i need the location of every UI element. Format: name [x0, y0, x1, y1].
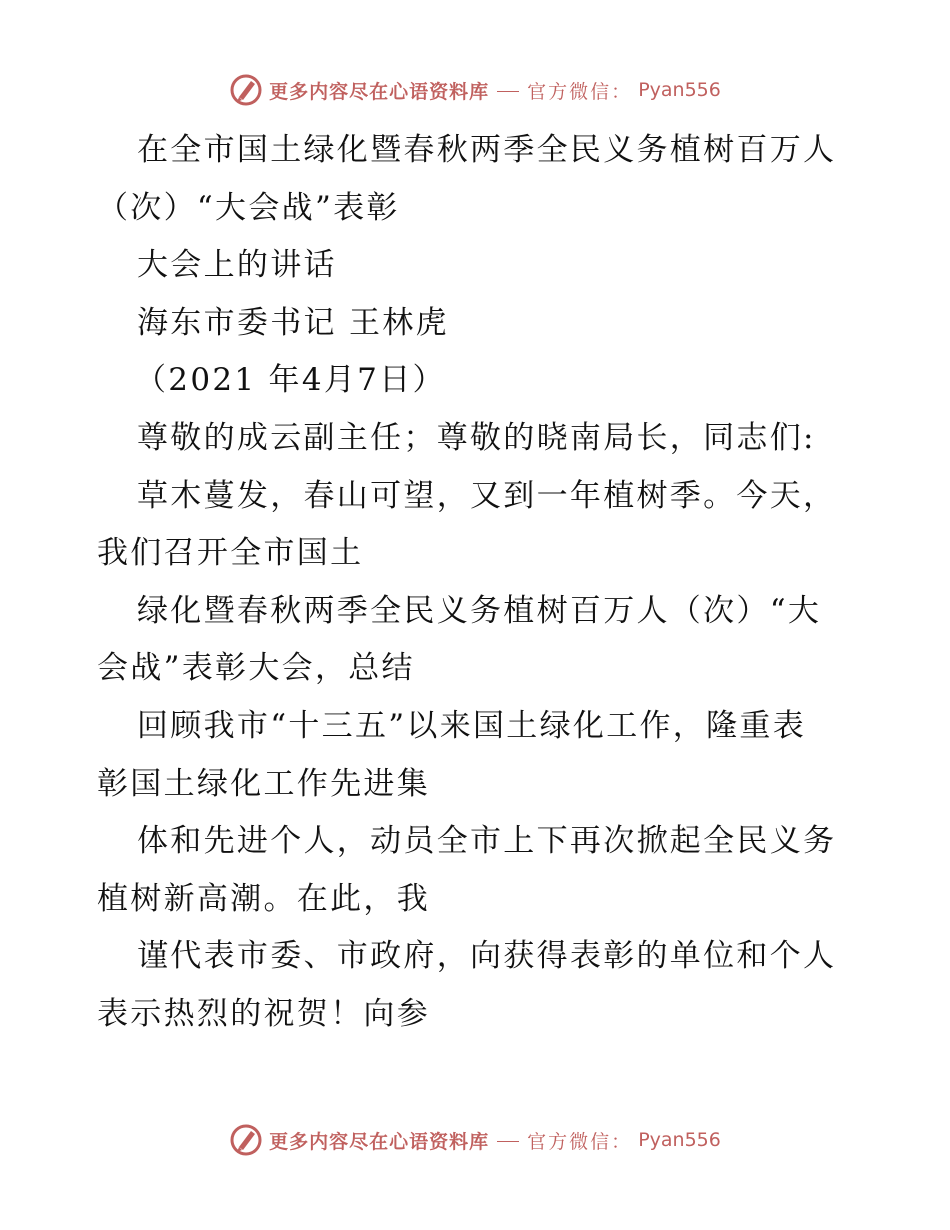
document-body: [97, 122, 857, 1044]
paragraph-line: 表示热烈的祝贺！向参: [97, 995, 430, 1032]
paragraph-line: 回顾我市“十三五”以来国土绿化工作，隆重表: [137, 707, 806, 744]
paragraph-line: 体和先进个人，动员全市上下再次掀起全民义务: [137, 823, 837, 860]
banner-wechat-label: 官方微信：: [527, 1130, 633, 1153]
paragraph-line: 我们召开全市国土: [97, 535, 364, 572]
banner-dash: [497, 1141, 519, 1142]
speaker-line: 海东市委书记 王林虎: [137, 304, 449, 341]
paragraph-line: 谨代表市委、市政府，向获得表彰的单位和个人: [137, 938, 837, 975]
subtitle-line: 大会上的讲话: [137, 247, 337, 284]
banner-dash: [497, 91, 519, 92]
paragraph-line: 会战”表彰大会，总结: [97, 650, 415, 687]
banner-title: 更多内容尽在心语资料库: [269, 80, 490, 103]
paragraph-line: 草木蔓发，春山可望，又到一年植树季。今天，: [137, 477, 837, 514]
paragraph-line: 绿化暨春秋两季全民义务植树百万人（次）“大: [137, 592, 822, 629]
banner-wechat-id: Pyan556: [638, 79, 721, 101]
header-banner: [0, 70, 950, 110]
pen-logo-icon: [229, 1123, 263, 1157]
salutation-line: 尊敬的成云副主任；尊敬的晓南局长，同志们:: [137, 419, 816, 456]
banner-wechat-id: Pyan556: [638, 1129, 721, 1151]
banner-wechat-label: 官方微信：: [527, 80, 633, 103]
title-line-2: （次）“大会战”表彰: [97, 189, 400, 226]
paragraph-line: 彰国土绿化工作先进集: [97, 765, 430, 802]
paragraph-line: 植树新高潮。在此，我: [97, 880, 430, 917]
date-line: （2021 年4月7日）: [135, 362, 446, 399]
footer-banner: [0, 1120, 950, 1160]
pen-logo-icon: [229, 73, 263, 107]
title-line-1: 在全市国土绿化暨春秋两季全民义务植树百万人: [137, 132, 837, 168]
banner-title: 更多内容尽在心语资料库: [269, 1130, 490, 1153]
